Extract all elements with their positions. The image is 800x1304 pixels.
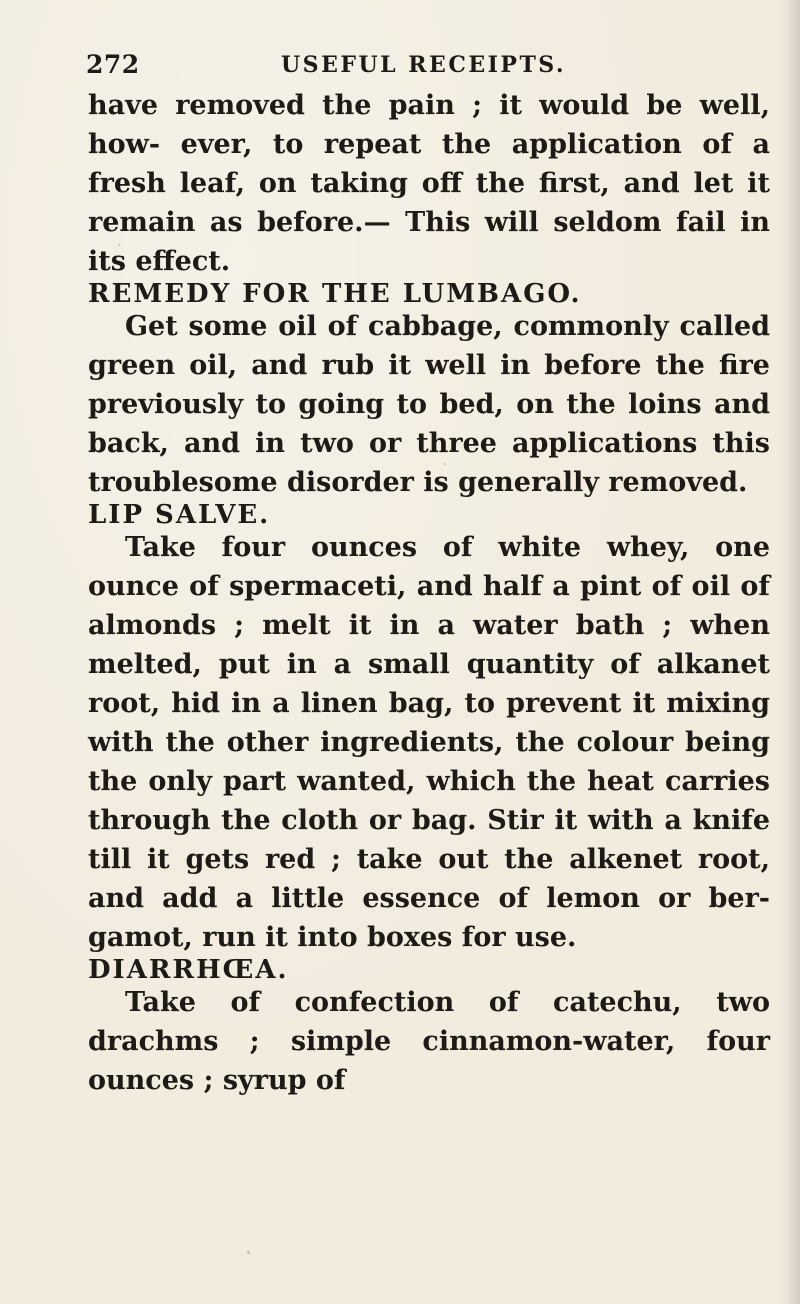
paragraph-diarrhoea: Take of confection of catechu, two drachms ; simple cinnamon-water, four ounces ; syrup of bbox=[88, 987, 770, 1096]
heading-diarrhoea: DIARRHŒA. bbox=[88, 955, 289, 985]
page-header bbox=[86, 50, 786, 86]
page-edge-shadow bbox=[786, 0, 800, 1304]
heading-lip-salve: LIP SALVE. bbox=[88, 500, 271, 530]
page-number: 272 bbox=[86, 50, 140, 79]
speck bbox=[444, 463, 446, 465]
speck bbox=[247, 1251, 250, 1254]
page-content bbox=[88, 86, 770, 1100]
speck bbox=[621, 673, 623, 675]
paragraph-lip-salve: Take four ounces of white whey, one ounce of spermaceti, and half a pint of oil of almonds ; melt it in a water bath ; when melted, put in a small quantity of alkanet root, hid in a linen bag, to prevent it mixing with the other ingredients, the colour being the only part wanted, which the heat carries through the cloth or bag. Stir it with a knife till it gets red ; take out the alkenet root, and add a little essence of lemon or ber- gamot, run it into boxes for use. bbox=[88, 532, 770, 953]
speck bbox=[118, 244, 120, 246]
heading-remedy-lumbago: REMEDY FOR THE LUMBAGO. bbox=[88, 279, 582, 309]
paragraph-lumbago: Get some oil of cabbage, commonly called green oil, and rub it well in before the fire previously to going to bed, on the loins and back, and in two or three applications this troublesome disorder is generally removed. bbox=[88, 311, 770, 498]
speck bbox=[612, 333, 615, 336]
paragraph-continuation: have removed the pain ; it would be well, how- ever, to repeat the application of a fresh leaf, on taking off the first, and let it remain as before.— This will seldom fail in its effect. bbox=[88, 90, 770, 277]
running-title: USEFUL RECEIPTS. bbox=[281, 52, 567, 78]
